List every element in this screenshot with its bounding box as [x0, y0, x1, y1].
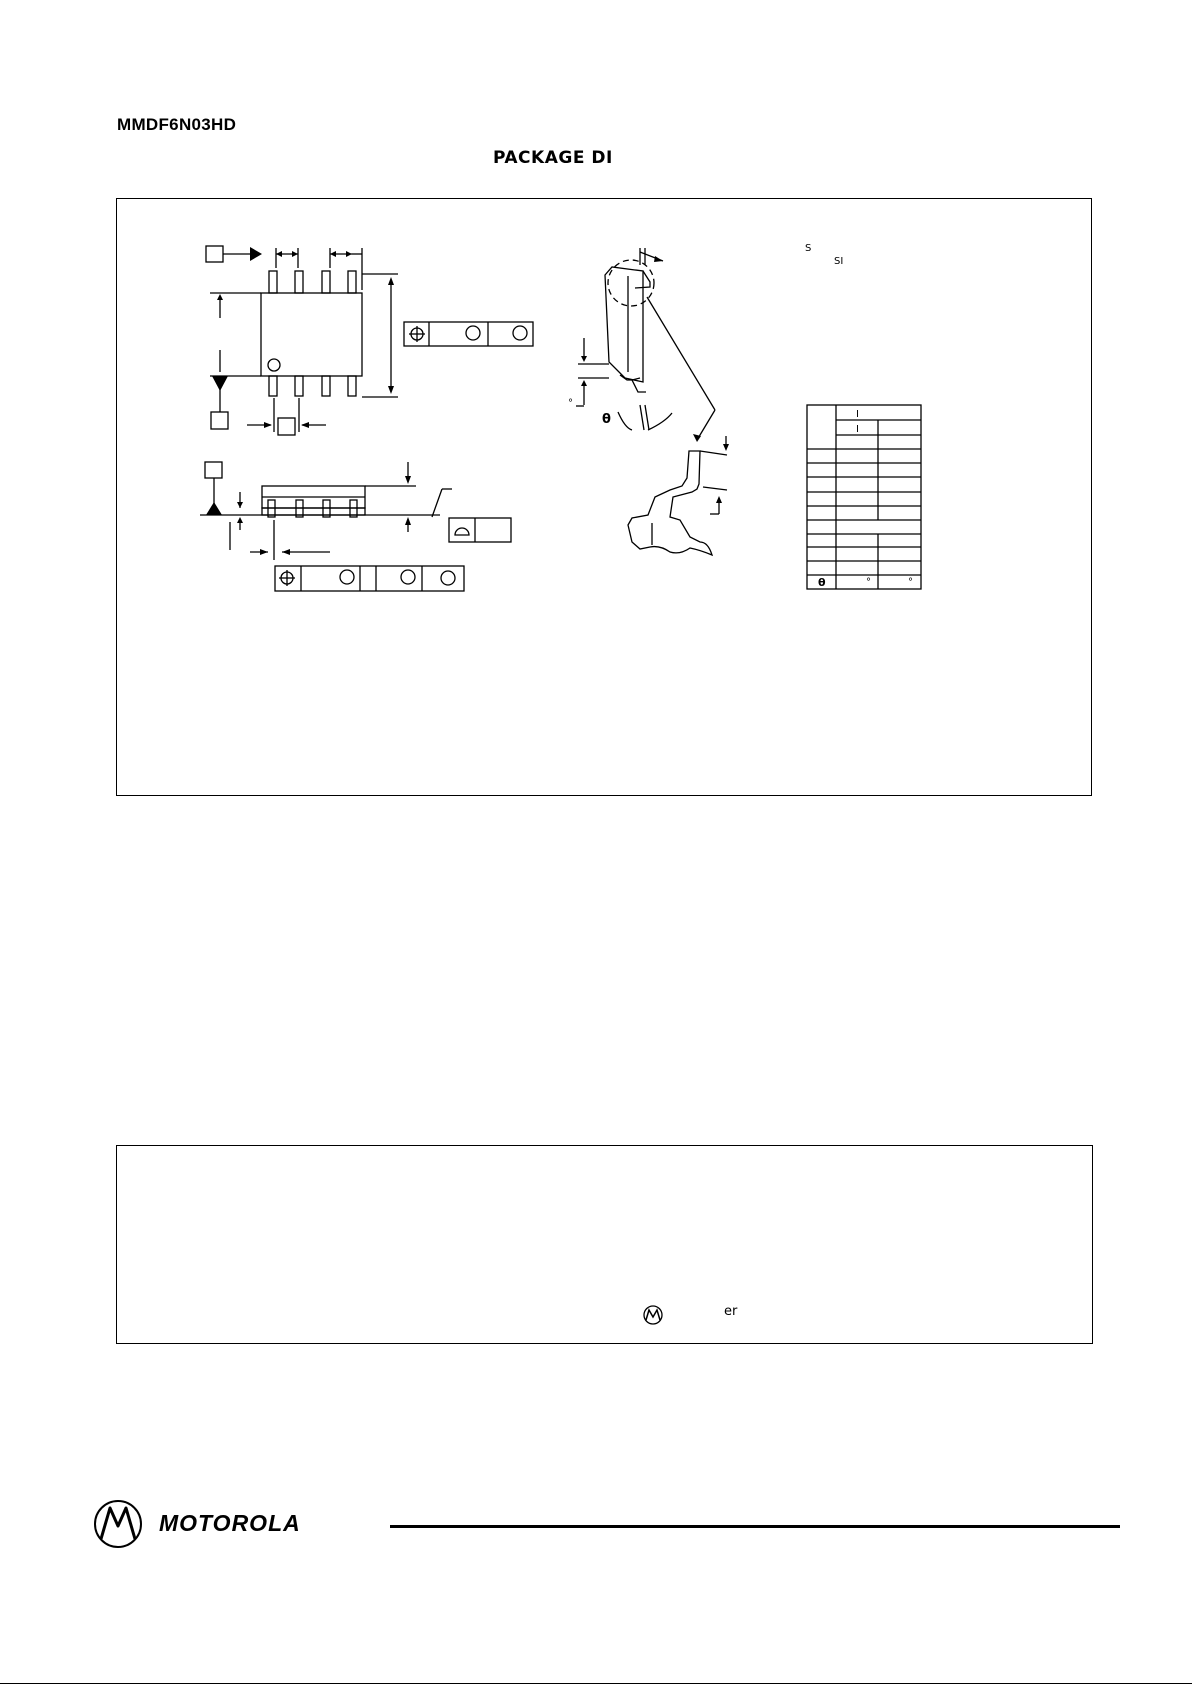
end-view-theta: θ — [602, 412, 611, 427]
page-bottom-rule — [0, 1683, 1192, 1684]
motorola-batwing-icon — [644, 1306, 662, 1324]
table-theta: θ — [818, 576, 826, 589]
motorola-logo-icon — [95, 1501, 141, 1547]
notice-fragment: er — [724, 1304, 738, 1319]
part-number: MMDF6N03HD — [117, 115, 237, 134]
table-theta-min: ° — [866, 577, 871, 588]
table-theta-max: ° — [908, 577, 913, 588]
top-view-body — [261, 293, 362, 376]
drawing-note-2: SI — [834, 256, 844, 267]
end-view-degree: ° — [568, 398, 573, 409]
drawing-note-1: S — [805, 243, 812, 254]
pin1-marker — [268, 359, 280, 371]
footer-brand: MOTOROLA — [159, 1510, 301, 1536]
package-title: PACKAGE DI — [493, 148, 613, 168]
footer-rule — [390, 1525, 1120, 1528]
table-header-1: I — [856, 409, 859, 420]
table-header-2: I — [856, 424, 859, 435]
